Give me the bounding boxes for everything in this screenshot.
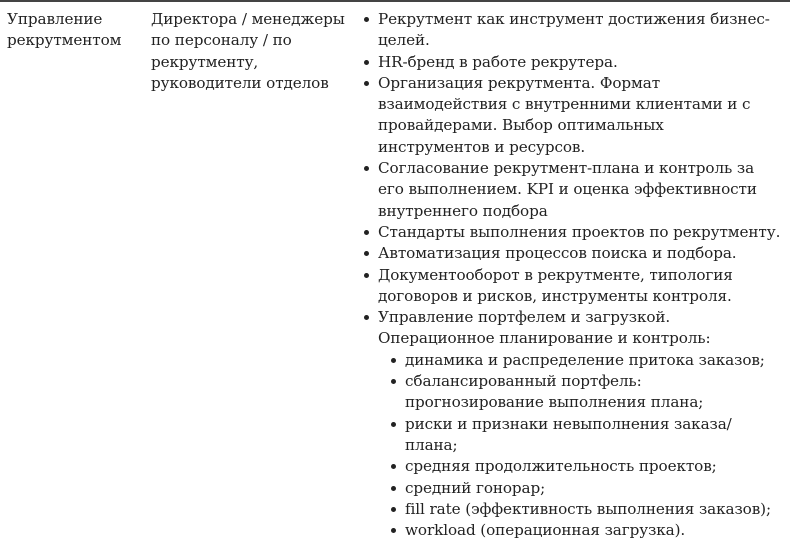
list-item-text: HR-бренд в работе рекрутера. [378,52,618,71]
sub-list-item-text: плана; [405,435,458,454]
list-item [363,158,790,222]
list-item-text: Стандарты выполнения проектов по рекрутменту. [378,222,781,241]
list-item-text: Рекрутмент как инструмент достижения бизнес- [378,10,770,28]
list-item [363,73,790,158]
content-cell [363,9,790,541]
topic-line: рекрутментом [7,31,122,50]
audience-line: по персоналу / по [151,31,292,50]
sub-list-item-text: fill rate (эффективность выполнения заказов); [405,499,772,518]
sub-list-item [390,371,790,414]
list-item-text: внутреннего подбора [378,201,548,220]
list-item-text: его выполнением. KPI и оценка эффективности [378,180,757,199]
content-list [363,9,790,541]
list-item-text: целей. [378,31,430,50]
list-item-text: провайдерами. Выбор оптимальных [378,116,664,135]
list-item-text: инструментов и ресурсов. [378,137,586,156]
sub-list-item [390,350,790,371]
sub-list-item [390,520,790,541]
topic-cell [7,9,137,52]
sub-list-item-text: динамика и распределение притока заказов; [405,350,765,369]
sub-list-item [390,499,790,520]
sub-list-item-text: риски и признаки невыполнения заказа/ [405,414,732,433]
sub-list-item [390,456,790,477]
sub-list-item-text: прогнозирование выполнения плана; [405,393,704,412]
list-item-text: Автоматизация процессов поиска и подбора. [378,244,737,263]
sub-list-item-text: сбалансированный портфель: [405,372,642,391]
list-item [363,265,790,308]
audience-line: рекрутменту, [151,52,259,71]
list-item [363,222,790,243]
list-item-text: взаимодействия с внутренними клиентами и с [378,95,751,114]
list-item [363,307,790,541]
list-item-text: Документооборот в рекрутменте, типология [378,265,733,284]
audience-line: руководители отделов [151,73,329,92]
list-item-text: Управление портфелем и загрузкой. [378,308,671,327]
list-item [363,9,790,52]
list-item-text: Операционное планирование и контроль: [378,329,711,348]
list-item-text: договоров и рисков, инструменты контроля. [378,286,732,305]
sub-list-item [390,414,790,457]
list-item [363,243,790,264]
audience-line: Директора / менеджеры [151,10,345,28]
topic-line: Управление [7,10,103,28]
audience-cell [151,9,361,94]
sub-list [390,350,790,541]
list-item-text: Организация рекрутмента. Формат [378,73,661,92]
sub-list-item-text: средний гонорар; [405,478,546,497]
table-top-rule [0,0,790,2]
list-item-text: Согласование рекрутмент-плана и контроль за [378,159,755,178]
sub-list-item-text: workload (операционная загрузка). [405,521,686,540]
list-item [363,52,790,73]
sub-list-item-text: средняя продолжительность проектов; [405,457,717,476]
sub-list-item [390,478,790,499]
